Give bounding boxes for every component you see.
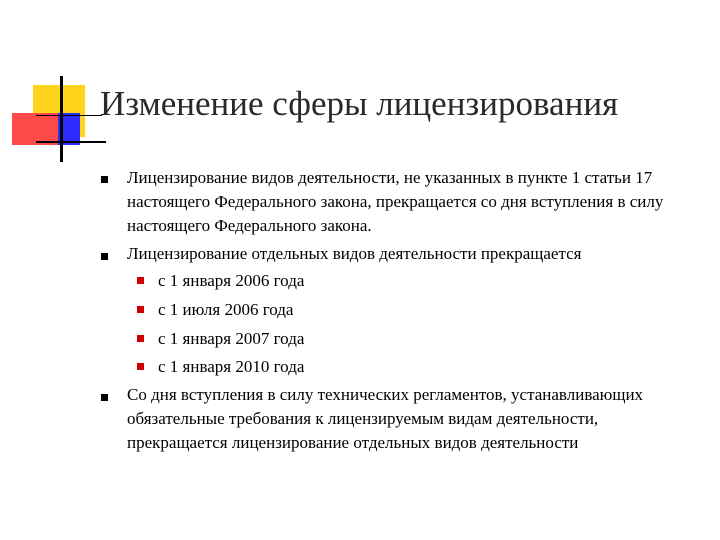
slide-title: Изменение сферы лицензирования [100, 84, 619, 123]
sub-bullet-marker [137, 277, 144, 284]
sub-bullet-marker [137, 306, 144, 313]
sub-list-item: с 1 января 2007 года [158, 329, 305, 348]
sub-list-item: с 1 июля 2006 года [158, 300, 294, 319]
sub-list-item: с 1 января 2006 года [158, 271, 305, 290]
bullet-marker [101, 253, 108, 260]
sub-list-item: с 1 января 2010 года [158, 357, 305, 376]
bullet-marker [101, 394, 108, 401]
decor-horizontal-line-top [36, 115, 102, 116]
list-item: Лицензирование видов деятельности, не указанных в пункте 1 статьи 17 настоящего Федерального закона, прекращается со дня вступления в силу настоящего Федерального закона. [127, 168, 664, 235]
list-item: Со дня вступления в силу технических регламентов, устанавливающих обязательные требования к лицензируемым видам деятельности, прекращается лицензирование отдельных видов деятельности [127, 385, 644, 452]
list-item: Лицензирование отдельных видов деятельности прекращается [127, 244, 582, 263]
sub-bullet-marker [137, 335, 144, 342]
decor-horizontal-line-bottom [36, 141, 106, 143]
sub-bullet-marker [137, 363, 144, 370]
decor-vertical-line [60, 76, 63, 162]
bullet-marker [101, 176, 108, 183]
